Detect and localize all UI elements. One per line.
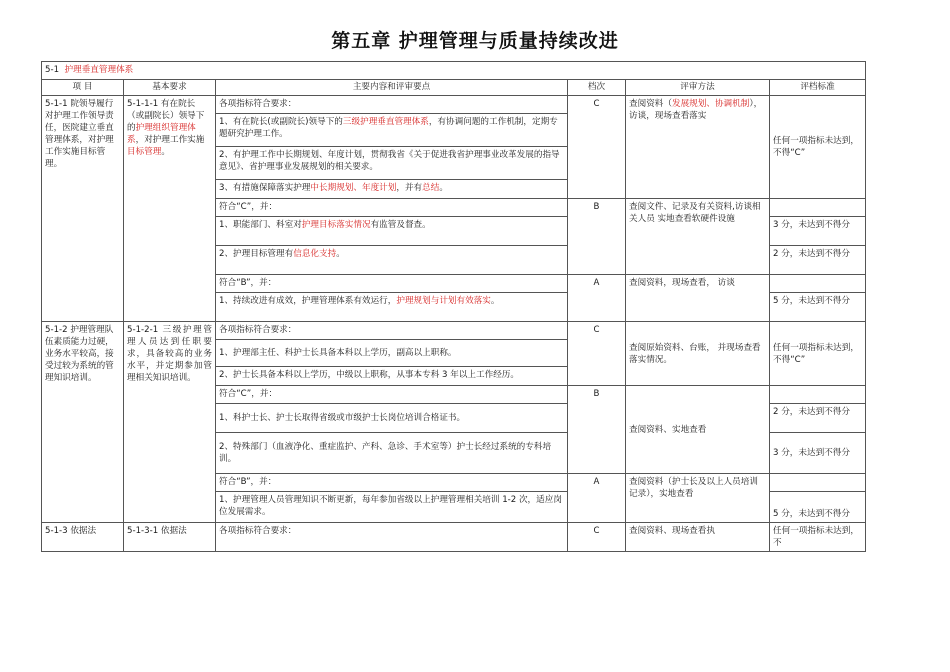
std-c: 任何一项指标未达到，不得“C” bbox=[770, 322, 866, 386]
header-method: 评审方法 bbox=[626, 80, 770, 96]
header-content: 主要内容和评审要点 bbox=[216, 80, 568, 96]
b-intro: 符合“C”，并： bbox=[216, 386, 568, 404]
std-b-blank bbox=[770, 386, 866, 404]
std-a-1: 5 分，未达到不得分 bbox=[770, 293, 866, 322]
method-a: 查阅资料，现场查看， 访谈 bbox=[626, 275, 770, 322]
a-intro: 符合“B”，并： bbox=[216, 275, 568, 293]
item-5-1-2: 5-1-2 护理管理队伍素质能力过硬，业务水平较高，接受过较为系统的管理知识培训。 bbox=[42, 322, 124, 523]
std-b-1: 2 分，未达到不得分 bbox=[770, 404, 866, 433]
section-title: 5-1 护理垂直管理体系 bbox=[42, 62, 866, 80]
req-5-1-3-1: 5-1-3-1 依据法 bbox=[124, 523, 216, 552]
header-row bbox=[42, 80, 866, 96]
grade-b: B bbox=[568, 199, 626, 275]
header-item: 项 目 bbox=[42, 80, 124, 96]
std-b-1: 3 分，未达到不得分 bbox=[770, 217, 866, 246]
item-5-1-1: 5-1-1 院领导履行对护理工作领导责任，医院建立垂直管理体系，对护理工作实施目标管理。 bbox=[42, 96, 124, 322]
std-a-blank bbox=[770, 474, 866, 492]
std-c: 任何一项指标未达到，不 bbox=[770, 523, 866, 552]
grade-c: C bbox=[568, 96, 626, 199]
c-item-2: 2、护士长具备本科以上学历，中级以上职称，从事本专科 3 年以上工作经历。 bbox=[216, 367, 568, 386]
b-item-1: 1、职能部门、科室对护理目标落实情况有监管及督查。 bbox=[216, 217, 568, 246]
std-b-blank bbox=[770, 199, 866, 217]
c-item-3: 3、有措施保障落实护理中长期规划、年度计划，并有总结。 bbox=[216, 180, 568, 199]
std-b-2: 2 分，未达到不得分 bbox=[770, 246, 866, 275]
b-intro: 符合“C”，并： bbox=[216, 199, 568, 217]
c-intro: 各项指标符合要求： bbox=[216, 322, 568, 340]
grade-a: A bbox=[568, 474, 626, 523]
grade-c: C bbox=[568, 322, 626, 386]
grade-b: B bbox=[568, 386, 626, 474]
c-intro: 各项指标符合要求： bbox=[216, 96, 568, 114]
c-item-1: 1、有在院长(或副院长)领导下的三级护理垂直管理体系，有协调问题的工作机制，定期专题研究护理工作。 bbox=[216, 114, 568, 147]
method-a: 查阅资料（护士长及以上人员培训记录），实地查看 bbox=[626, 474, 770, 523]
a-intro: 符合“B”，并： bbox=[216, 474, 568, 492]
method-c: 查阅原始资料、台账， 并现场查看落实情况。 bbox=[626, 322, 770, 386]
chapter-title: 第五章 护理管理与质量持续改进 bbox=[331, 30, 619, 52]
req-5-1-1-1: 5-1-1-1 有在院长（或副院长）领导下的护理组织管理体系，对护理工作实施目标管理。 bbox=[124, 96, 216, 322]
std-b-2: 3 分，未达到不得分 bbox=[770, 433, 866, 474]
std-c: 任何一项指标未达到，不得“C” bbox=[770, 96, 866, 199]
table-row bbox=[42, 523, 866, 552]
grade-a: A bbox=[568, 275, 626, 322]
b-item-2: 2、特殊部门（血液净化、重症监护、产科、急诊、手术室等）护士长经过系统的专科培训。 bbox=[216, 433, 568, 474]
header-standard: 评档标准 bbox=[770, 80, 866, 96]
b-item-1: 1、科护士长、护士长取得省级或市级护士长岗位培训合格证书。 bbox=[216, 404, 568, 433]
header-grade: 档次 bbox=[568, 80, 626, 96]
req-5-1-2-1: 5-1-2-1 三级护理管理人员达到任职要求，具备较高的业务水平，并定期参加管理相关知识培训。 bbox=[124, 322, 216, 523]
method-c: 查阅资料、现场查看执 bbox=[626, 523, 770, 552]
grade-c: C bbox=[568, 523, 626, 552]
b-item-2: 2、护理目标管理有信息化支持。 bbox=[216, 246, 568, 275]
header-basic: 基本要求 bbox=[124, 80, 216, 96]
item-5-1-3: 5-1-3 依据法 bbox=[42, 523, 124, 552]
c-intro: 各项指标符合要求： bbox=[216, 523, 568, 552]
evaluation-table bbox=[41, 61, 866, 552]
method-b: 查阅资料、实地查看 bbox=[626, 386, 770, 474]
table-row bbox=[42, 96, 866, 114]
std-a-blank bbox=[770, 275, 866, 293]
a-item-1: 1、护理管理人员管理知识不断更新，每年参加省级以上护理管理相关培训 1-2 次，适应岗位发展需求。 bbox=[216, 492, 568, 523]
method-c: 查阅资料（发展规划、协调机制），访谈，现场查看落实 bbox=[626, 96, 770, 199]
c-item-1: 1、护理部主任、科护士长具备本科以上学历，副高以上职称。 bbox=[216, 340, 568, 367]
c-item-2: 2、有护理工作中长期规划、年度计划，贯彻我省《关于促进我省护理事业改革发展的指导意见》、省护理事业发展规划的相关要求。 bbox=[216, 147, 568, 180]
std-a-1: 5 分，未达到不得分 bbox=[770, 492, 866, 523]
section-row bbox=[42, 62, 866, 80]
section-name: 护理垂直管理体系 bbox=[64, 65, 134, 75]
method-b: 查阅文件、记录及有关资料,访谈相关人员 实地查看软硬件设施 bbox=[626, 199, 770, 275]
a-item-1: 1、持续改进有成效，护理管理体系有效运行，护理规划与计划有效落实。 bbox=[216, 293, 568, 322]
table-row bbox=[42, 322, 866, 340]
